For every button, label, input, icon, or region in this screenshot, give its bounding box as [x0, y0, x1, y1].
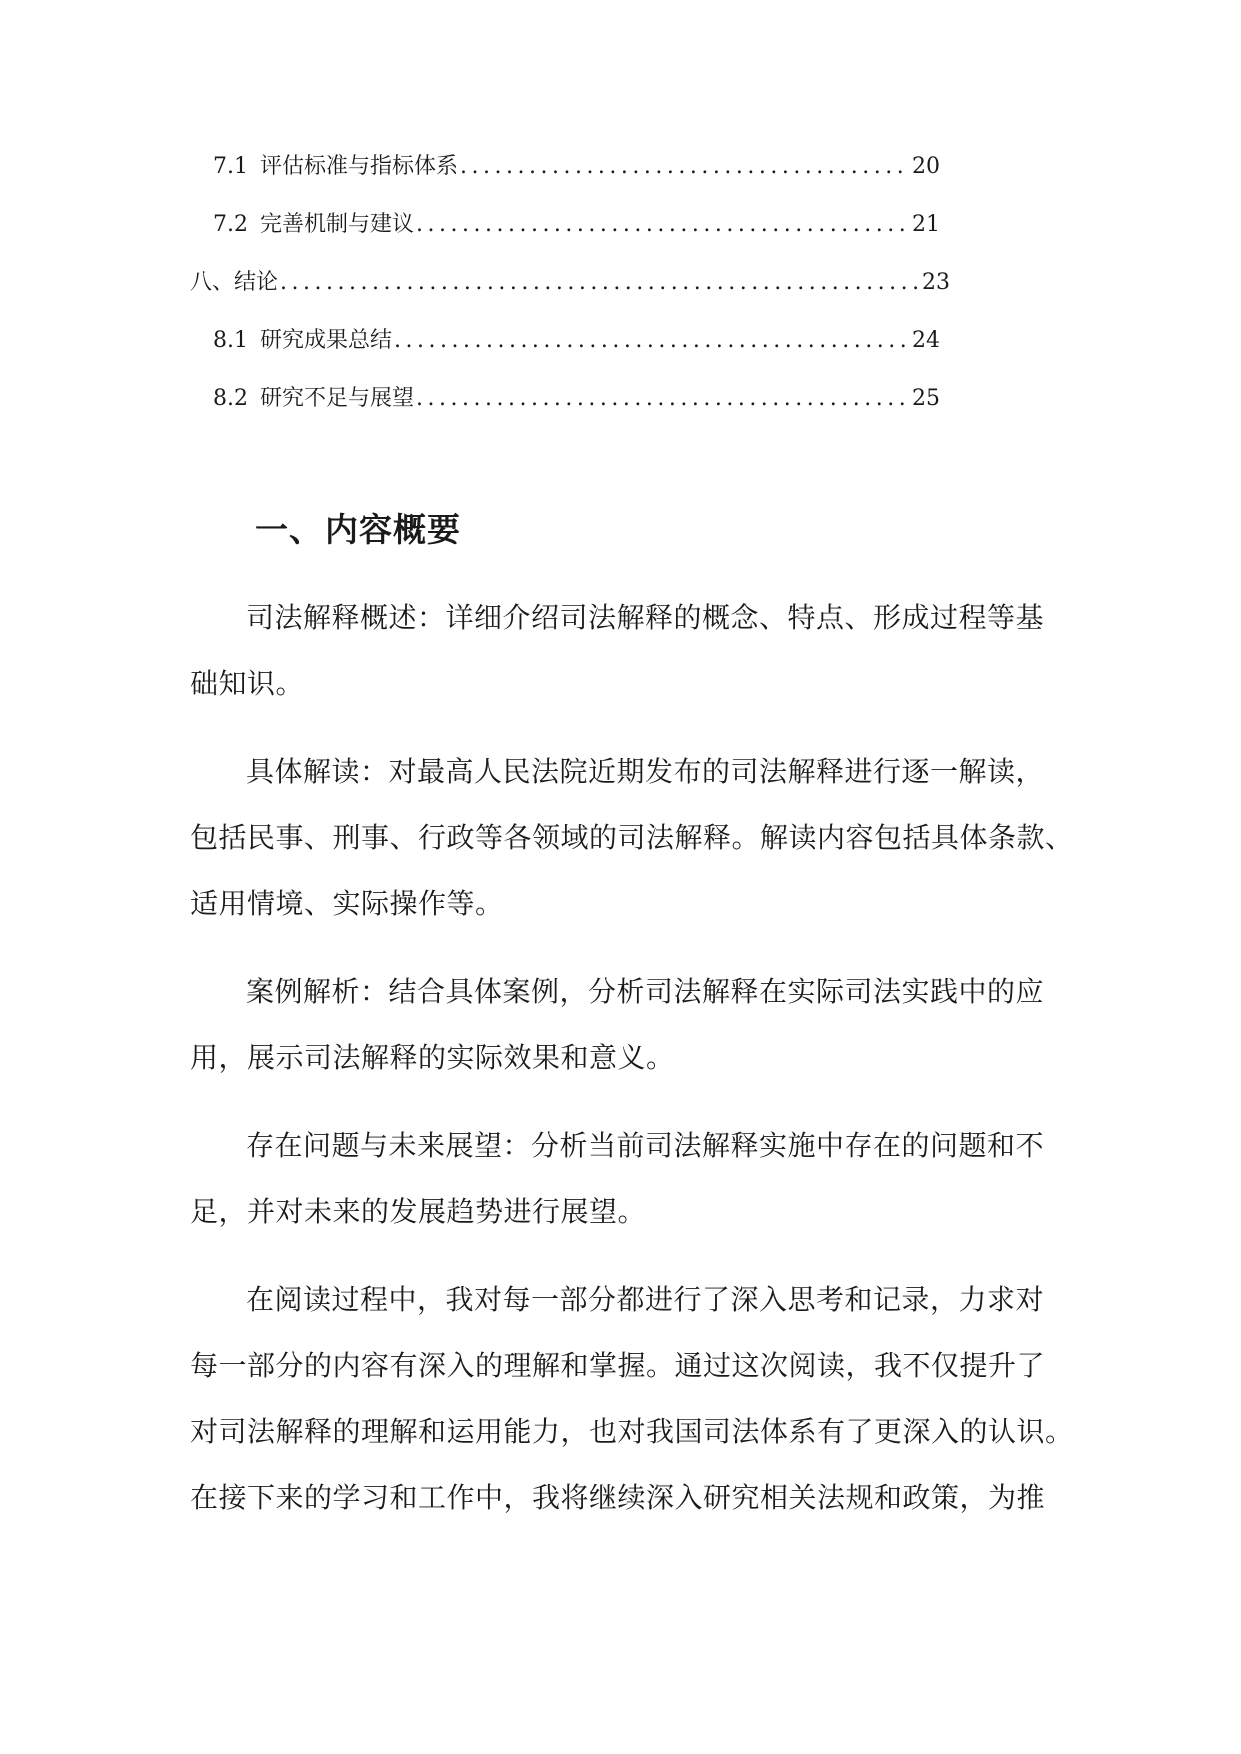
toc-entry-page: 23 — [922, 270, 950, 295]
toc-entry-title: 研究不足与展望 — [260, 386, 415, 411]
toc-entry[interactable] — [213, 326, 940, 356]
toc-leader-dots — [416, 384, 908, 414]
toc-entry-page: 20 — [912, 154, 940, 179]
paragraph-line: 足，并对未来的发展趋势进行展望。 — [190, 1195, 647, 1228]
section-heading-number: 一、 — [255, 510, 323, 549]
toc-entry-number: 7.2 — [213, 212, 248, 237]
toc-leader-dots — [280, 268, 918, 298]
paragraph-line: 础知识。 — [190, 667, 305, 700]
toc-entry-number: 7.1 — [213, 154, 248, 179]
section-heading — [255, 508, 461, 552]
toc-entry[interactable] — [213, 152, 940, 182]
paragraph-line: 具体解读：对最高人民法院近期发布的司法解释进行逐一解读， — [246, 755, 1045, 788]
toc-entry-title: 研究成果总结 — [260, 328, 393, 353]
toc-entry-page: 25 — [912, 386, 940, 411]
toc-entry-title: 评估标准与指标体系 — [260, 154, 459, 179]
toc-entry-page: 24 — [912, 328, 940, 353]
paragraph-line: 对司法解释的理解和运用能力，也对我国司法体系有了更深入的认识。 — [190, 1415, 1074, 1448]
toc-entry[interactable] — [213, 384, 940, 414]
toc-entry-title: 完善机制与建议 — [260, 212, 415, 237]
paragraph-line: 司法解释概述：详细介绍司法解释的概念、特点、形成过程等基 — [246, 601, 1045, 634]
toc-entry-number: 8.2 — [213, 386, 248, 411]
paragraph-line: 适用情境、实际操作等。 — [190, 887, 504, 920]
toc-leader-dots — [416, 210, 908, 240]
toc-leader-dots — [394, 326, 908, 356]
toc-entry[interactable] — [190, 268, 950, 298]
paragraph-line: 在接下来的学习和工作中，我将继续深入研究相关法规和政策，为推 — [190, 1481, 1046, 1514]
toc-entry-title: 八、结论 — [190, 270, 279, 295]
paragraph-line: 存在问题与未来展望：分析当前司法解释实施中存在的问题和不 — [246, 1129, 1045, 1162]
toc-entry-page: 21 — [912, 212, 940, 237]
section-heading-title: 内容概要 — [325, 510, 461, 549]
paragraph-line: 在阅读过程中，我对每一部分都进行了深入思考和记录，力求对 — [246, 1283, 1045, 1316]
paragraph-line: 包括民事、刑事、行政等各领域的司法解释。解读内容包括具体条款、 — [190, 821, 1074, 854]
toc-entry-number: 8.1 — [213, 328, 248, 353]
paragraph-line: 每一部分的内容有深入的理解和掌握。通过这次阅读，我不仅提升了 — [190, 1349, 1046, 1382]
toc-entry[interactable] — [213, 210, 940, 240]
toc-leader-dots — [460, 152, 908, 182]
paragraph-line: 案例解析：结合具体案例，分析司法解释在实际司法实践中的应 — [246, 975, 1045, 1008]
paragraph-line: 用，展示司法解释的实际效果和意义。 — [190, 1041, 675, 1074]
